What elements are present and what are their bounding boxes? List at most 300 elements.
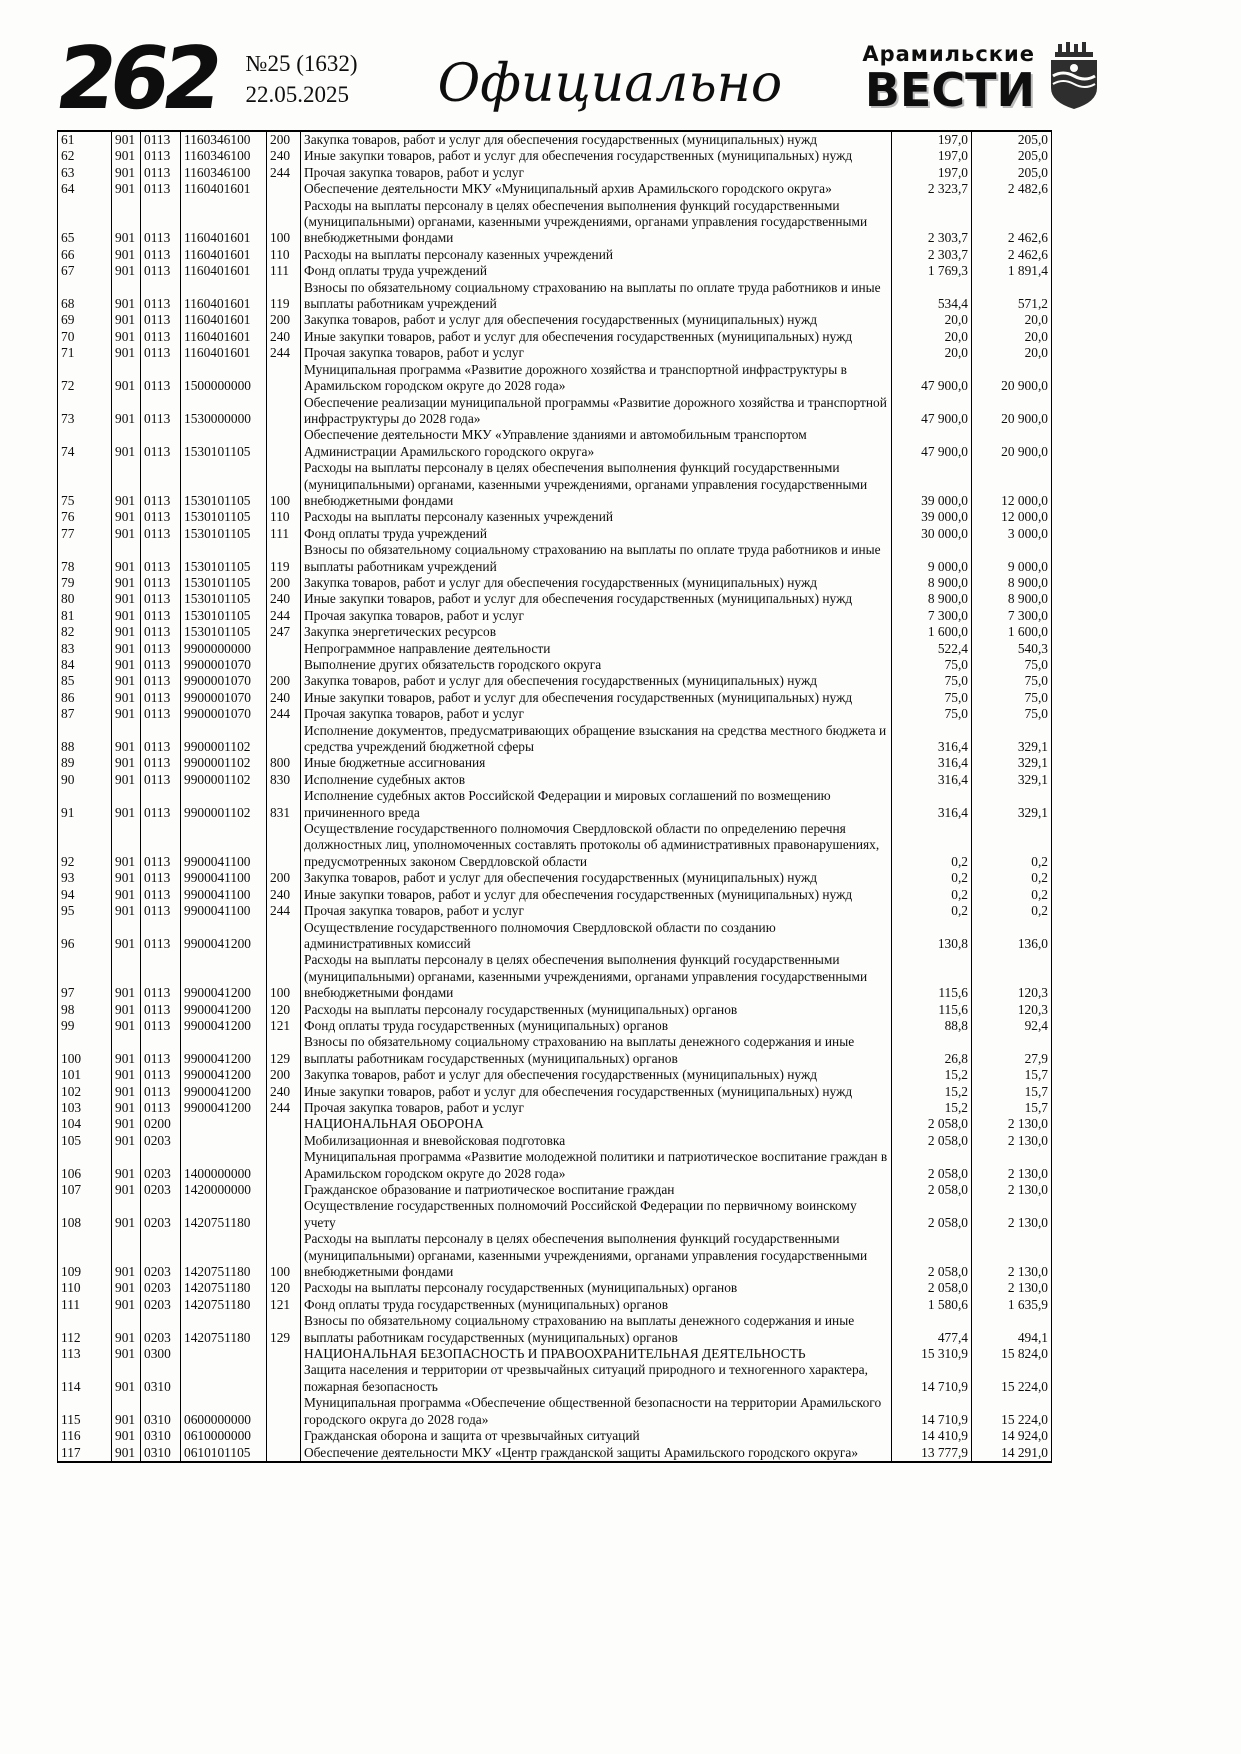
- cell-expense-type-code: 100: [267, 460, 301, 509]
- cell-expense-name: Муниципальная программа «Развитие молодежной политики и патриотическое воспитание граждан в Арамильском городском округе до 2028 года»: [301, 1149, 892, 1182]
- table-row: [58, 280, 1052, 313]
- cell-row-number: 66: [58, 247, 112, 263]
- table-row: [58, 1034, 1052, 1067]
- cell-expense-name: Закупка товаров, работ и услуг для обеспечения государственных (муниципальных) нужд: [301, 673, 892, 689]
- cell-target-article-code: 1420751180: [181, 1231, 267, 1280]
- cell-expense-name: Иные закупки товаров, работ и услуг для обеспечения государственных (муниципальных) нужд: [301, 591, 892, 607]
- cell-section-code: 0113: [141, 673, 181, 689]
- cell-expense-type-code: [267, 427, 301, 460]
- cell-expense-name: Осуществление государственного полномочия Свердловской области по созданию административных комиссий: [301, 920, 892, 953]
- cell-section-code: 0203: [141, 1182, 181, 1198]
- cell-grbs-code: 901: [112, 329, 141, 345]
- cell-expense-type-code: 100: [267, 952, 301, 1001]
- cell-expense-name: Осуществление государственных полномочий Российской Федерации по первичному воинскому учету: [301, 1198, 892, 1231]
- cell-grbs-code: 901: [112, 870, 141, 886]
- table-row: [58, 263, 1052, 279]
- cell-amount-col2: 15,7: [972, 1067, 1052, 1083]
- cell-section-code: 0113: [141, 509, 181, 525]
- table-row: [58, 509, 1052, 525]
- cell-expense-type-code: [267, 657, 301, 673]
- cell-amount-col1: 39 000,0: [892, 509, 972, 525]
- cell-section-code: 0113: [141, 280, 181, 313]
- budget-table: [57, 130, 1052, 1463]
- cell-grbs-code: 901: [112, 1346, 141, 1362]
- cell-target-article-code: 1530101105: [181, 542, 267, 575]
- cell-section-code: 0113: [141, 345, 181, 361]
- cell-section-code: 0113: [141, 608, 181, 624]
- cell-amount-col2: 1 891,4: [972, 263, 1052, 279]
- cell-target-article-code: 9900001102: [181, 772, 267, 788]
- cell-target-article-code: 0600000000: [181, 1395, 267, 1428]
- cell-amount-col1: 2 058,0: [892, 1280, 972, 1296]
- cell-amount-col1: 8 900,0: [892, 591, 972, 607]
- cell-target-article-code: 1160346100: [181, 148, 267, 164]
- cell-row-number: 91: [58, 788, 112, 821]
- table-row: [58, 1067, 1052, 1083]
- cell-amount-col1: 20,0: [892, 312, 972, 328]
- cell-row-number: 105: [58, 1133, 112, 1149]
- cell-amount-col2: 1 600,0: [972, 624, 1052, 640]
- table-row: [58, 788, 1052, 821]
- cell-expense-type-code: 119: [267, 542, 301, 575]
- cell-target-article-code: 1160346100: [181, 131, 267, 148]
- cell-amount-col2: 75,0: [972, 673, 1052, 689]
- cell-target-article-code: 1420751180: [181, 1280, 267, 1296]
- cell-section-code: 0203: [141, 1133, 181, 1149]
- cell-amount-col1: 20,0: [892, 345, 972, 361]
- cell-row-number: 107: [58, 1182, 112, 1198]
- cell-amount-col2: 15,7: [972, 1100, 1052, 1116]
- cell-expense-name: Взносы по обязательному социальному страхованию на выплаты денежного содержания и иные выплаты работникам государственных (муниципальных) органов: [301, 1034, 892, 1067]
- cell-section-code: 0113: [141, 624, 181, 640]
- cell-grbs-code: 901: [112, 542, 141, 575]
- cell-row-number: 115: [58, 1395, 112, 1428]
- cell-section-code: 0113: [141, 312, 181, 328]
- cell-row-number: 110: [58, 1280, 112, 1296]
- cell-amount-col1: 14 710,9: [892, 1395, 972, 1428]
- cell-expense-name: Фонд оплаты труда учреждений: [301, 263, 892, 279]
- cell-expense-name: Иные бюджетные ассигнования: [301, 755, 892, 771]
- cell-expense-type-code: 240: [267, 591, 301, 607]
- cell-grbs-code: 901: [112, 312, 141, 328]
- cell-row-number: 99: [58, 1018, 112, 1034]
- cell-row-number: 98: [58, 1002, 112, 1018]
- cell-amount-col1: 0,2: [892, 903, 972, 919]
- cell-amount-col1: 20,0: [892, 329, 972, 345]
- cell-amount-col1: 75,0: [892, 657, 972, 673]
- cell-amount-col1: 2 058,0: [892, 1116, 972, 1132]
- table-row: [58, 952, 1052, 1001]
- cell-grbs-code: 901: [112, 608, 141, 624]
- cell-expense-name: Расходы на выплаты персоналу в целях обеспечения выполнения функций государственными (муниципальными) органами, казенными учреждениями, органами управления государственными внебюджетными фондами: [301, 1231, 892, 1280]
- cell-expense-name: Расходы на выплаты персоналу казенных учреждений: [301, 247, 892, 263]
- cell-expense-type-code: 111: [267, 263, 301, 279]
- cell-grbs-code: 901: [112, 1100, 141, 1116]
- cell-expense-type-code: 830: [267, 772, 301, 788]
- cell-expense-type-code: 240: [267, 1084, 301, 1100]
- cell-amount-col1: 13 777,9: [892, 1445, 972, 1462]
- cell-expense-type-code: [267, 920, 301, 953]
- cell-expense-type-code: [267, 723, 301, 756]
- cell-amount-col1: 47 900,0: [892, 395, 972, 428]
- cell-target-article-code: 1530101105: [181, 526, 267, 542]
- cell-amount-col1: 7 300,0: [892, 608, 972, 624]
- cell-target-article-code: 1530101105: [181, 575, 267, 591]
- cell-amount-col1: 47 900,0: [892, 362, 972, 395]
- cell-grbs-code: 901: [112, 395, 141, 428]
- cell-expense-type-code: 110: [267, 509, 301, 525]
- cell-target-article-code: 9900041200: [181, 1100, 267, 1116]
- cell-target-article-code: 9900041200: [181, 1084, 267, 1100]
- cell-amount-col2: 1 635,9: [972, 1297, 1052, 1313]
- cell-expense-type-code: 247: [267, 624, 301, 640]
- cell-expense-name: Иные закупки товаров, работ и услуг для обеспечения государственных (муниципальных) нужд: [301, 329, 892, 345]
- cell-grbs-code: 901: [112, 1231, 141, 1280]
- cell-row-number: 87: [58, 706, 112, 722]
- cell-expense-type-code: [267, 395, 301, 428]
- cell-expense-name: Защита населения и территории от чрезвычайных ситуаций природного и техногенного характера, пожарная безопасность: [301, 1362, 892, 1395]
- cell-expense-type-code: [267, 362, 301, 395]
- cell-row-number: 93: [58, 870, 112, 886]
- cell-expense-name: Прочая закупка товаров, работ и услуг: [301, 706, 892, 722]
- table-row: [58, 1100, 1052, 1116]
- cell-amount-col2: 75,0: [972, 657, 1052, 673]
- cell-amount-col2: 2 482,6: [972, 181, 1052, 197]
- cell-amount-col1: 39 000,0: [892, 460, 972, 509]
- cell-grbs-code: 901: [112, 247, 141, 263]
- cell-amount-col1: 15,2: [892, 1067, 972, 1083]
- cell-amount-col1: 197,0: [892, 165, 972, 181]
- cell-amount-col1: 47 900,0: [892, 427, 972, 460]
- cell-expense-name: Непрограммное направление деятельности: [301, 641, 892, 657]
- cell-amount-col2: 2 130,0: [972, 1182, 1052, 1198]
- cell-grbs-code: 901: [112, 1149, 141, 1182]
- cell-target-article-code: [181, 1133, 267, 1149]
- cell-target-article-code: 1160401601: [181, 329, 267, 345]
- cell-section-code: 0113: [141, 1034, 181, 1067]
- table-row: [58, 526, 1052, 542]
- cell-target-article-code: 9900041200: [181, 1018, 267, 1034]
- cell-target-article-code: 9900001070: [181, 706, 267, 722]
- table-row: [58, 1018, 1052, 1034]
- cell-grbs-code: 901: [112, 1182, 141, 1198]
- table-row: [58, 395, 1052, 428]
- cell-expense-name: Исполнение документов, предусматривающих обращение взыскания на средства местного бюджета и средства учреждений бюджетной сферы: [301, 723, 892, 756]
- cell-grbs-code: 901: [112, 1002, 141, 1018]
- table-row: [58, 920, 1052, 953]
- cell-amount-col2: 2 130,0: [972, 1280, 1052, 1296]
- cell-amount-col2: 9 000,0: [972, 542, 1052, 575]
- cell-amount-col2: 20,0: [972, 345, 1052, 361]
- cell-expense-type-code: 121: [267, 1018, 301, 1034]
- cell-expense-type-code: [267, 1182, 301, 1198]
- table-row: [58, 1313, 1052, 1346]
- cell-amount-col2: 12 000,0: [972, 509, 1052, 525]
- cell-target-article-code: 1530101105: [181, 608, 267, 624]
- cell-amount-col1: 26,8: [892, 1034, 972, 1067]
- masthead: [49, 29, 1103, 129]
- cell-target-article-code: 9900041200: [181, 1002, 267, 1018]
- cell-amount-col1: 15 310,9: [892, 1346, 972, 1362]
- cell-grbs-code: 901: [112, 148, 141, 164]
- cell-expense-name: Расходы на выплаты персоналу казенных учреждений: [301, 509, 892, 525]
- cell-expense-type-code: 200: [267, 673, 301, 689]
- table-row: [58, 312, 1052, 328]
- cell-amount-col1: 2 058,0: [892, 1198, 972, 1231]
- cell-expense-type-code: [267, 181, 301, 197]
- cell-row-number: 64: [58, 181, 112, 197]
- cell-expense-type-code: [267, 641, 301, 657]
- cell-target-article-code: 1160346100: [181, 165, 267, 181]
- cell-target-article-code: 9900041200: [181, 1034, 267, 1067]
- cell-section-code: 0203: [141, 1149, 181, 1182]
- cell-target-article-code: [181, 1116, 267, 1132]
- cell-row-number: 69: [58, 312, 112, 328]
- cell-grbs-code: 901: [112, 903, 141, 919]
- cell-grbs-code: 901: [112, 1084, 141, 1100]
- cell-amount-col2: 20 900,0: [972, 362, 1052, 395]
- cell-amount-col2: 205,0: [972, 131, 1052, 148]
- cell-section-code: 0113: [141, 165, 181, 181]
- cell-expense-type-code: 111: [267, 526, 301, 542]
- cell-target-article-code: 1530101105: [181, 460, 267, 509]
- cell-grbs-code: 901: [112, 362, 141, 395]
- cell-section-code: 0113: [141, 1084, 181, 1100]
- cell-section-code: 0113: [141, 772, 181, 788]
- cell-amount-col2: 12 000,0: [972, 460, 1052, 509]
- cell-section-code: 0113: [141, 395, 181, 428]
- cell-amount-col2: 571,2: [972, 280, 1052, 313]
- cell-grbs-code: 901: [112, 755, 141, 771]
- cell-target-article-code: 1420751180: [181, 1313, 267, 1346]
- cell-row-number: 88: [58, 723, 112, 756]
- cell-section-code: 0113: [141, 952, 181, 1001]
- cell-amount-col2: 8 900,0: [972, 575, 1052, 591]
- cell-row-number: 97: [58, 952, 112, 1001]
- cell-row-number: 95: [58, 903, 112, 919]
- cell-section-code: 0113: [141, 870, 181, 886]
- cell-expense-type-code: 110: [267, 247, 301, 263]
- cell-section-code: 0113: [141, 920, 181, 953]
- cell-section-code: 0203: [141, 1231, 181, 1280]
- cell-amount-col2: 2 130,0: [972, 1116, 1052, 1132]
- cell-row-number: 112: [58, 1313, 112, 1346]
- cell-amount-col1: 2 058,0: [892, 1133, 972, 1149]
- cell-expense-type-code: 129: [267, 1313, 301, 1346]
- cell-amount-col2: 494,1: [972, 1313, 1052, 1346]
- cell-target-article-code: 1500000000: [181, 362, 267, 395]
- cell-section-code: 0113: [141, 1018, 181, 1034]
- cell-grbs-code: 901: [112, 1018, 141, 1034]
- cell-expense-type-code: 240: [267, 329, 301, 345]
- cell-target-article-code: 0610000000: [181, 1428, 267, 1444]
- cell-amount-col1: 15,2: [892, 1084, 972, 1100]
- cell-amount-col1: 0,2: [892, 887, 972, 903]
- cell-expense-type-code: 120: [267, 1002, 301, 1018]
- cell-amount-col1: 1 600,0: [892, 624, 972, 640]
- cell-amount-col2: 2 130,0: [972, 1133, 1052, 1149]
- cell-expense-type-code: [267, 1133, 301, 1149]
- cell-amount-col1: 316,4: [892, 788, 972, 821]
- cell-amount-col1: 14 710,9: [892, 1362, 972, 1395]
- cell-row-number: 85: [58, 673, 112, 689]
- cell-row-number: 84: [58, 657, 112, 673]
- cell-expense-type-code: 244: [267, 345, 301, 361]
- cell-grbs-code: 901: [112, 345, 141, 361]
- cell-amount-col2: 15 224,0: [972, 1395, 1052, 1428]
- cell-amount-col1: 75,0: [892, 673, 972, 689]
- cell-row-number: 103: [58, 1100, 112, 1116]
- cell-target-article-code: 9900001070: [181, 690, 267, 706]
- cell-section-code: 0113: [141, 526, 181, 542]
- cell-grbs-code: 901: [112, 690, 141, 706]
- cell-row-number: 73: [58, 395, 112, 428]
- cell-grbs-code: 901: [112, 657, 141, 673]
- cell-section-code: 0203: [141, 1297, 181, 1313]
- cell-grbs-code: 901: [112, 641, 141, 657]
- cell-amount-col1: 522,4: [892, 641, 972, 657]
- cell-amount-col2: 136,0: [972, 920, 1052, 953]
- cell-grbs-code: 901: [112, 1313, 141, 1346]
- cell-amount-col2: 329,1: [972, 772, 1052, 788]
- cell-expense-type-code: 200: [267, 575, 301, 591]
- cell-grbs-code: 901: [112, 263, 141, 279]
- cell-expense-name: Закупка товаров, работ и услуг для обеспечения государственных (муниципальных) нужд: [301, 131, 892, 148]
- cell-target-article-code: 9900001070: [181, 673, 267, 689]
- cell-expense-name: Гражданское образование и патриотическое воспитание граждан: [301, 1182, 892, 1198]
- cell-section-code: 0113: [141, 427, 181, 460]
- cell-section-code: 0203: [141, 1313, 181, 1346]
- cell-section-code: 0113: [141, 706, 181, 722]
- table-row: [58, 903, 1052, 919]
- cell-row-number: 90: [58, 772, 112, 788]
- table-row: [58, 1428, 1052, 1444]
- cell-section-code: 0113: [141, 641, 181, 657]
- cell-section-code: 0113: [141, 198, 181, 247]
- cell-section-code: 0113: [141, 460, 181, 509]
- cell-row-number: 82: [58, 624, 112, 640]
- cell-section-code: 0113: [141, 887, 181, 903]
- cell-amount-col1: 197,0: [892, 148, 972, 164]
- cell-grbs-code: 901: [112, 723, 141, 756]
- cell-target-article-code: 1420000000: [181, 1182, 267, 1198]
- table-row: [58, 1231, 1052, 1280]
- table-row: [58, 1395, 1052, 1428]
- cell-amount-col1: 197,0: [892, 131, 972, 148]
- cell-amount-col1: 30 000,0: [892, 526, 972, 542]
- cell-expense-type-code: [267, 1149, 301, 1182]
- cell-target-article-code: [181, 1362, 267, 1395]
- cell-amount-col1: 0,2: [892, 870, 972, 886]
- cell-row-number: 63: [58, 165, 112, 181]
- cell-row-number: 65: [58, 198, 112, 247]
- cell-expense-type-code: 200: [267, 870, 301, 886]
- cell-expense-type-code: 240: [267, 887, 301, 903]
- cell-section-code: 0113: [141, 247, 181, 263]
- cell-grbs-code: 901: [112, 1034, 141, 1067]
- cell-section-code: 0310: [141, 1395, 181, 1428]
- cell-expense-name: Прочая закупка товаров, работ и услуг: [301, 903, 892, 919]
- cell-target-article-code: 1160401601: [181, 181, 267, 197]
- cell-row-number: 116: [58, 1428, 112, 1444]
- cell-amount-col1: 14 410,9: [892, 1428, 972, 1444]
- cell-grbs-code: 901: [112, 591, 141, 607]
- table-row: [58, 1362, 1052, 1395]
- cell-amount-col2: 92,4: [972, 1018, 1052, 1034]
- cell-expense-name: Расходы на выплаты персоналу в целях обеспечения выполнения функций государственными (муниципальными) органами, казенными учреждениями, органами управления государственными внебюджетными фондами: [301, 952, 892, 1001]
- cell-row-number: 96: [58, 920, 112, 953]
- cell-amount-col2: 0,2: [972, 887, 1052, 903]
- cell-section-code: 0203: [141, 1198, 181, 1231]
- cell-grbs-code: 901: [112, 952, 141, 1001]
- cell-row-number: 78: [58, 542, 112, 575]
- cell-amount-col1: 15,2: [892, 1100, 972, 1116]
- cell-amount-col2: 15 824,0: [972, 1346, 1052, 1362]
- cell-target-article-code: 1160401601: [181, 280, 267, 313]
- cell-expense-name: НАЦИОНАЛЬНАЯ БЕЗОПАСНОСТЬ И ПРАВООХРАНИТЕЛЬНАЯ ДЕЯТЕЛЬНОСТЬ: [301, 1346, 892, 1362]
- cell-grbs-code: 901: [112, 624, 141, 640]
- cell-section-code: 0113: [141, 591, 181, 607]
- table-row: [58, 887, 1052, 903]
- cell-row-number: 117: [58, 1445, 112, 1462]
- cell-section-code: 0113: [141, 575, 181, 591]
- cell-row-number: 61: [58, 131, 112, 148]
- cell-amount-col2: 8 900,0: [972, 591, 1052, 607]
- cell-amount-col1: 2 058,0: [892, 1149, 972, 1182]
- cell-amount-col2: 540,3: [972, 641, 1052, 657]
- cell-amount-col1: 9 000,0: [892, 542, 972, 575]
- cell-expense-type-code: [267, 1198, 301, 1231]
- cell-expense-type-code: 120: [267, 1280, 301, 1296]
- cell-target-article-code: 9900041100: [181, 887, 267, 903]
- cell-row-number: 111: [58, 1297, 112, 1313]
- cell-amount-col1: 75,0: [892, 690, 972, 706]
- cell-amount-col2: 2 130,0: [972, 1149, 1052, 1182]
- cell-target-article-code: 1530000000: [181, 395, 267, 428]
- cell-section-code: 0203: [141, 1280, 181, 1296]
- cell-row-number: 62: [58, 148, 112, 164]
- cell-grbs-code: 901: [112, 427, 141, 460]
- cell-row-number: 67: [58, 263, 112, 279]
- cell-expense-name: Прочая закупка товаров, работ и услуг: [301, 608, 892, 624]
- cell-target-article-code: 9900041100: [181, 903, 267, 919]
- cell-target-article-code: 1160401601: [181, 312, 267, 328]
- cell-expense-name: Прочая закупка товаров, работ и услуг: [301, 165, 892, 181]
- table-row: [58, 641, 1052, 657]
- cell-grbs-code: 901: [112, 1067, 141, 1083]
- cell-row-number: 70: [58, 329, 112, 345]
- cell-expense-name: Расходы на выплаты персоналу государственных (муниципальных) органов: [301, 1280, 892, 1296]
- cell-expense-name: Муниципальная программа «Обеспечение общественной безопасности на территории Арамильского городского округа до 2028 года»: [301, 1395, 892, 1428]
- cell-expense-type-code: 100: [267, 198, 301, 247]
- cell-amount-col1: 477,4: [892, 1313, 972, 1346]
- cell-amount-col2: 205,0: [972, 148, 1052, 164]
- cell-row-number: 86: [58, 690, 112, 706]
- cell-amount-col2: 0,2: [972, 870, 1052, 886]
- table-row: [58, 1133, 1052, 1149]
- cell-section-code: 0113: [141, 657, 181, 673]
- cell-amount-col1: 1 580,6: [892, 1297, 972, 1313]
- cell-row-number: 81: [58, 608, 112, 624]
- cell-amount-col1: 115,6: [892, 1002, 972, 1018]
- cell-target-article-code: 1530101105: [181, 591, 267, 607]
- cell-section-code: 0113: [141, 821, 181, 870]
- cell-section-code: 0113: [141, 362, 181, 395]
- cell-amount-col1: 316,4: [892, 755, 972, 771]
- cell-expense-name: Расходы на выплаты персоналу в целях обеспечения выполнения функций государственными (муниципальными) органами, казенными учреждениями, органами управления государственными внебюджетными фондами: [301, 460, 892, 509]
- cell-target-article-code: 1400000000: [181, 1149, 267, 1182]
- cell-row-number: 74: [58, 427, 112, 460]
